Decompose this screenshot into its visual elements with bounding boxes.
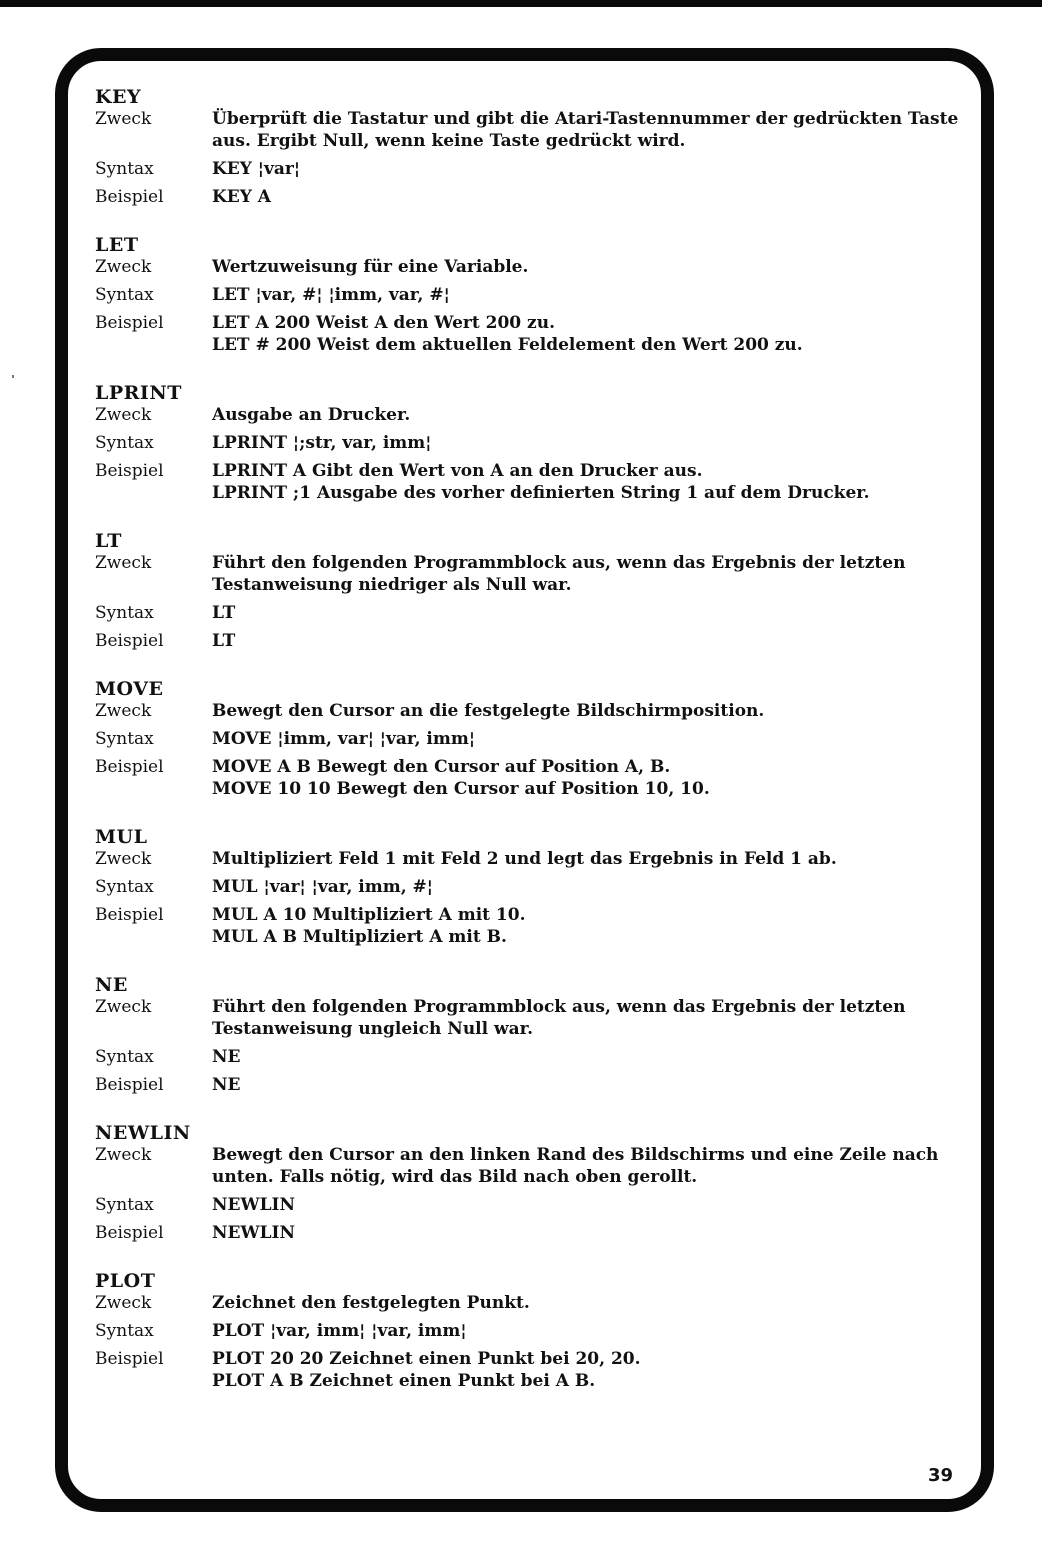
- purpose-text: [212, 996, 965, 1040]
- purpose-text: [212, 1292, 965, 1314]
- purpose-label: Zweck: [95, 553, 152, 573]
- example-text: [212, 904, 965, 948]
- command-name: LPRINT: [95, 382, 182, 404]
- purpose-line: Zeichnet den festgelegten Punkt.: [212, 1293, 530, 1313]
- purpose-line: Testanweisung ungleich Null war.: [212, 1019, 533, 1039]
- command-entry-lprint: [95, 382, 965, 504]
- purpose-row: [95, 1144, 965, 1188]
- command-name: MUL: [95, 826, 148, 848]
- purpose-line: Führt den folgenden Programmblock aus, wenn das Ergebnis der letzten: [212, 997, 906, 1017]
- command-entry-lt: [95, 530, 965, 652]
- syntax-row: [95, 1194, 965, 1216]
- purpose-line: Testanweisung niedriger als Null war.: [212, 575, 572, 595]
- command-name: PLOT: [95, 1270, 156, 1292]
- purpose-line: Bewegt den Cursor an den linken Rand des Bildschirms und eine Zeile nach: [212, 1145, 939, 1165]
- command-entry-move: [95, 678, 965, 800]
- syntax-text: LPRINT ¦;str, var, imm¦: [212, 433, 432, 453]
- example-text: [212, 630, 965, 652]
- purpose-row: [95, 404, 965, 426]
- command-entry-ne: [95, 974, 965, 1096]
- command-name: MOVE: [95, 678, 164, 700]
- example-text: [212, 1348, 965, 1392]
- example-line: LPRINT A Gibt den Wert von A an den Drucker aus.: [212, 461, 703, 481]
- example-text: [212, 186, 965, 208]
- command-name: NE: [95, 974, 128, 996]
- purpose-row: [95, 848, 965, 870]
- purpose-text: [212, 552, 965, 596]
- purpose-text: [212, 108, 965, 152]
- purpose-text: [212, 404, 965, 426]
- example-line: PLOT A B Zeichnet einen Punkt bei A B.: [212, 1371, 596, 1391]
- example-row: [95, 1222, 965, 1244]
- purpose-label: Zweck: [95, 257, 152, 277]
- command-entry-newlin: [95, 1122, 965, 1244]
- example-label: Beispiel: [95, 187, 164, 207]
- purpose-line: aus. Ergibt Null, wenn keine Taste gedrückt wird.: [212, 131, 686, 151]
- purpose-line: Multipliziert Feld 1 mit Feld 2 und legt das Ergebnis in Feld 1 ab.: [212, 849, 837, 869]
- example-label: Beispiel: [95, 905, 164, 925]
- example-line: LPRINT ;1 Ausgabe des vorher definierten String 1 auf dem Drucker.: [212, 483, 870, 503]
- syntax-row: [95, 284, 965, 306]
- purpose-line: unten. Falls nötig, wird das Bild nach oben gerollt.: [212, 1167, 698, 1187]
- command-reference-list: [95, 86, 965, 1418]
- syntax-text: NE: [212, 1047, 241, 1067]
- example-line: NE: [212, 1075, 241, 1095]
- purpose-text: [212, 700, 965, 722]
- syntax-text: MUL ¦var¦ ¦var, imm, #¦: [212, 877, 433, 897]
- page-number: 39: [928, 1465, 954, 1486]
- command-entry-mul: [95, 826, 965, 948]
- purpose-row: [95, 108, 965, 152]
- command-name: LT: [95, 530, 122, 552]
- syntax-label: Syntax: [95, 1195, 154, 1215]
- syntax-label: Syntax: [95, 603, 154, 623]
- syntax-text: PLOT ¦var, imm¦ ¦var, imm¦: [212, 1321, 467, 1341]
- example-line: KEY A: [212, 187, 271, 207]
- syntax-label: Syntax: [95, 877, 154, 897]
- syntax-row: [95, 1320, 965, 1342]
- example-text: [212, 460, 965, 504]
- syntax-row: [95, 158, 965, 180]
- syntax-label: Syntax: [95, 729, 154, 749]
- syntax-text: NEWLIN: [212, 1195, 296, 1215]
- purpose-label: Zweck: [95, 405, 152, 425]
- syntax-label: Syntax: [95, 1321, 154, 1341]
- syntax-row: [95, 602, 965, 624]
- example-line: MUL A 10 Multipliziert A mit 10.: [212, 905, 526, 925]
- syntax-text: MOVE ¦imm, var¦ ¦var, imm¦: [212, 729, 476, 749]
- purpose-row: [95, 552, 965, 596]
- purpose-text: [212, 848, 965, 870]
- purpose-line: Überprüft die Tastatur und gibt die Atari-Tastennummer der gedrückten Taste: [212, 109, 959, 129]
- example-row: [95, 186, 965, 208]
- example-label: Beispiel: [95, 757, 164, 777]
- syntax-text: LET ¦var, #¦ ¦imm, var, #¦: [212, 285, 450, 305]
- syntax-label: Syntax: [95, 1047, 154, 1067]
- example-row: [95, 904, 965, 948]
- example-text: [212, 312, 965, 356]
- top-rule: [0, 0, 1042, 7]
- example-row: [95, 1348, 965, 1392]
- example-row: [95, 1074, 965, 1096]
- command-name: KEY: [95, 86, 142, 108]
- margin-mark: [12, 375, 14, 378]
- command-entry-plot: [95, 1270, 965, 1392]
- example-label: Beispiel: [95, 1349, 164, 1369]
- example-line: LET A 200 Weist A den Wert 200 zu.: [212, 313, 555, 333]
- example-row: [95, 460, 965, 504]
- example-label: Beispiel: [95, 631, 164, 651]
- purpose-label: Zweck: [95, 849, 152, 869]
- example-text: [212, 756, 965, 800]
- example-line: LT: [212, 631, 236, 651]
- purpose-label: Zweck: [95, 701, 152, 721]
- purpose-line: Ausgabe an Drucker.: [212, 405, 411, 425]
- purpose-text: [212, 1144, 965, 1188]
- purpose-label: Zweck: [95, 109, 152, 129]
- syntax-label: Syntax: [95, 159, 154, 179]
- command-entry-let: [95, 234, 965, 356]
- syntax-text: LT: [212, 603, 236, 623]
- example-row: [95, 630, 965, 652]
- example-line: PLOT 20 20 Zeichnet einen Punkt bei 20, 20.: [212, 1349, 641, 1369]
- example-text: [212, 1074, 965, 1096]
- example-line: MOVE A B Bewegt den Cursor auf Position A, B.: [212, 757, 671, 777]
- example-line: NEWLIN: [212, 1223, 296, 1243]
- command-entry-key: [95, 86, 965, 208]
- example-label: Beispiel: [95, 313, 164, 333]
- command-name: NEWLIN: [95, 1122, 191, 1144]
- example-line: MUL A B Multipliziert A mit B.: [212, 927, 507, 947]
- syntax-label: Syntax: [95, 433, 154, 453]
- syntax-row: [95, 728, 965, 750]
- purpose-row: [95, 700, 965, 722]
- syntax-row: [95, 432, 965, 454]
- purpose-label: Zweck: [95, 1145, 152, 1165]
- example-line: LET # 200 Weist dem aktuellen Feldelement den Wert 200 zu.: [212, 335, 803, 355]
- purpose-row: [95, 256, 965, 278]
- purpose-line: Bewegt den Cursor an die festgelegte Bildschirmposition.: [212, 701, 765, 721]
- purpose-row: [95, 996, 965, 1040]
- example-row: [95, 312, 965, 356]
- example-row: [95, 756, 965, 800]
- example-label: Beispiel: [95, 1075, 164, 1095]
- purpose-line: Wertzuweisung für eine Variable.: [212, 257, 529, 277]
- purpose-text: [212, 256, 965, 278]
- syntax-text: KEY ¦var¦: [212, 159, 301, 179]
- purpose-row: [95, 1292, 965, 1314]
- purpose-label: Zweck: [95, 997, 152, 1017]
- example-label: Beispiel: [95, 1223, 164, 1243]
- command-name: LET: [95, 234, 139, 256]
- syntax-row: [95, 1046, 965, 1068]
- purpose-label: Zweck: [95, 1293, 152, 1313]
- example-text: [212, 1222, 965, 1244]
- purpose-line: Führt den folgenden Programmblock aus, wenn das Ergebnis der letzten: [212, 553, 906, 573]
- example-label: Beispiel: [95, 461, 164, 481]
- example-line: MOVE 10 10 Bewegt den Cursor auf Position 10, 10.: [212, 779, 710, 799]
- syntax-label: Syntax: [95, 285, 154, 305]
- syntax-row: [95, 876, 965, 898]
